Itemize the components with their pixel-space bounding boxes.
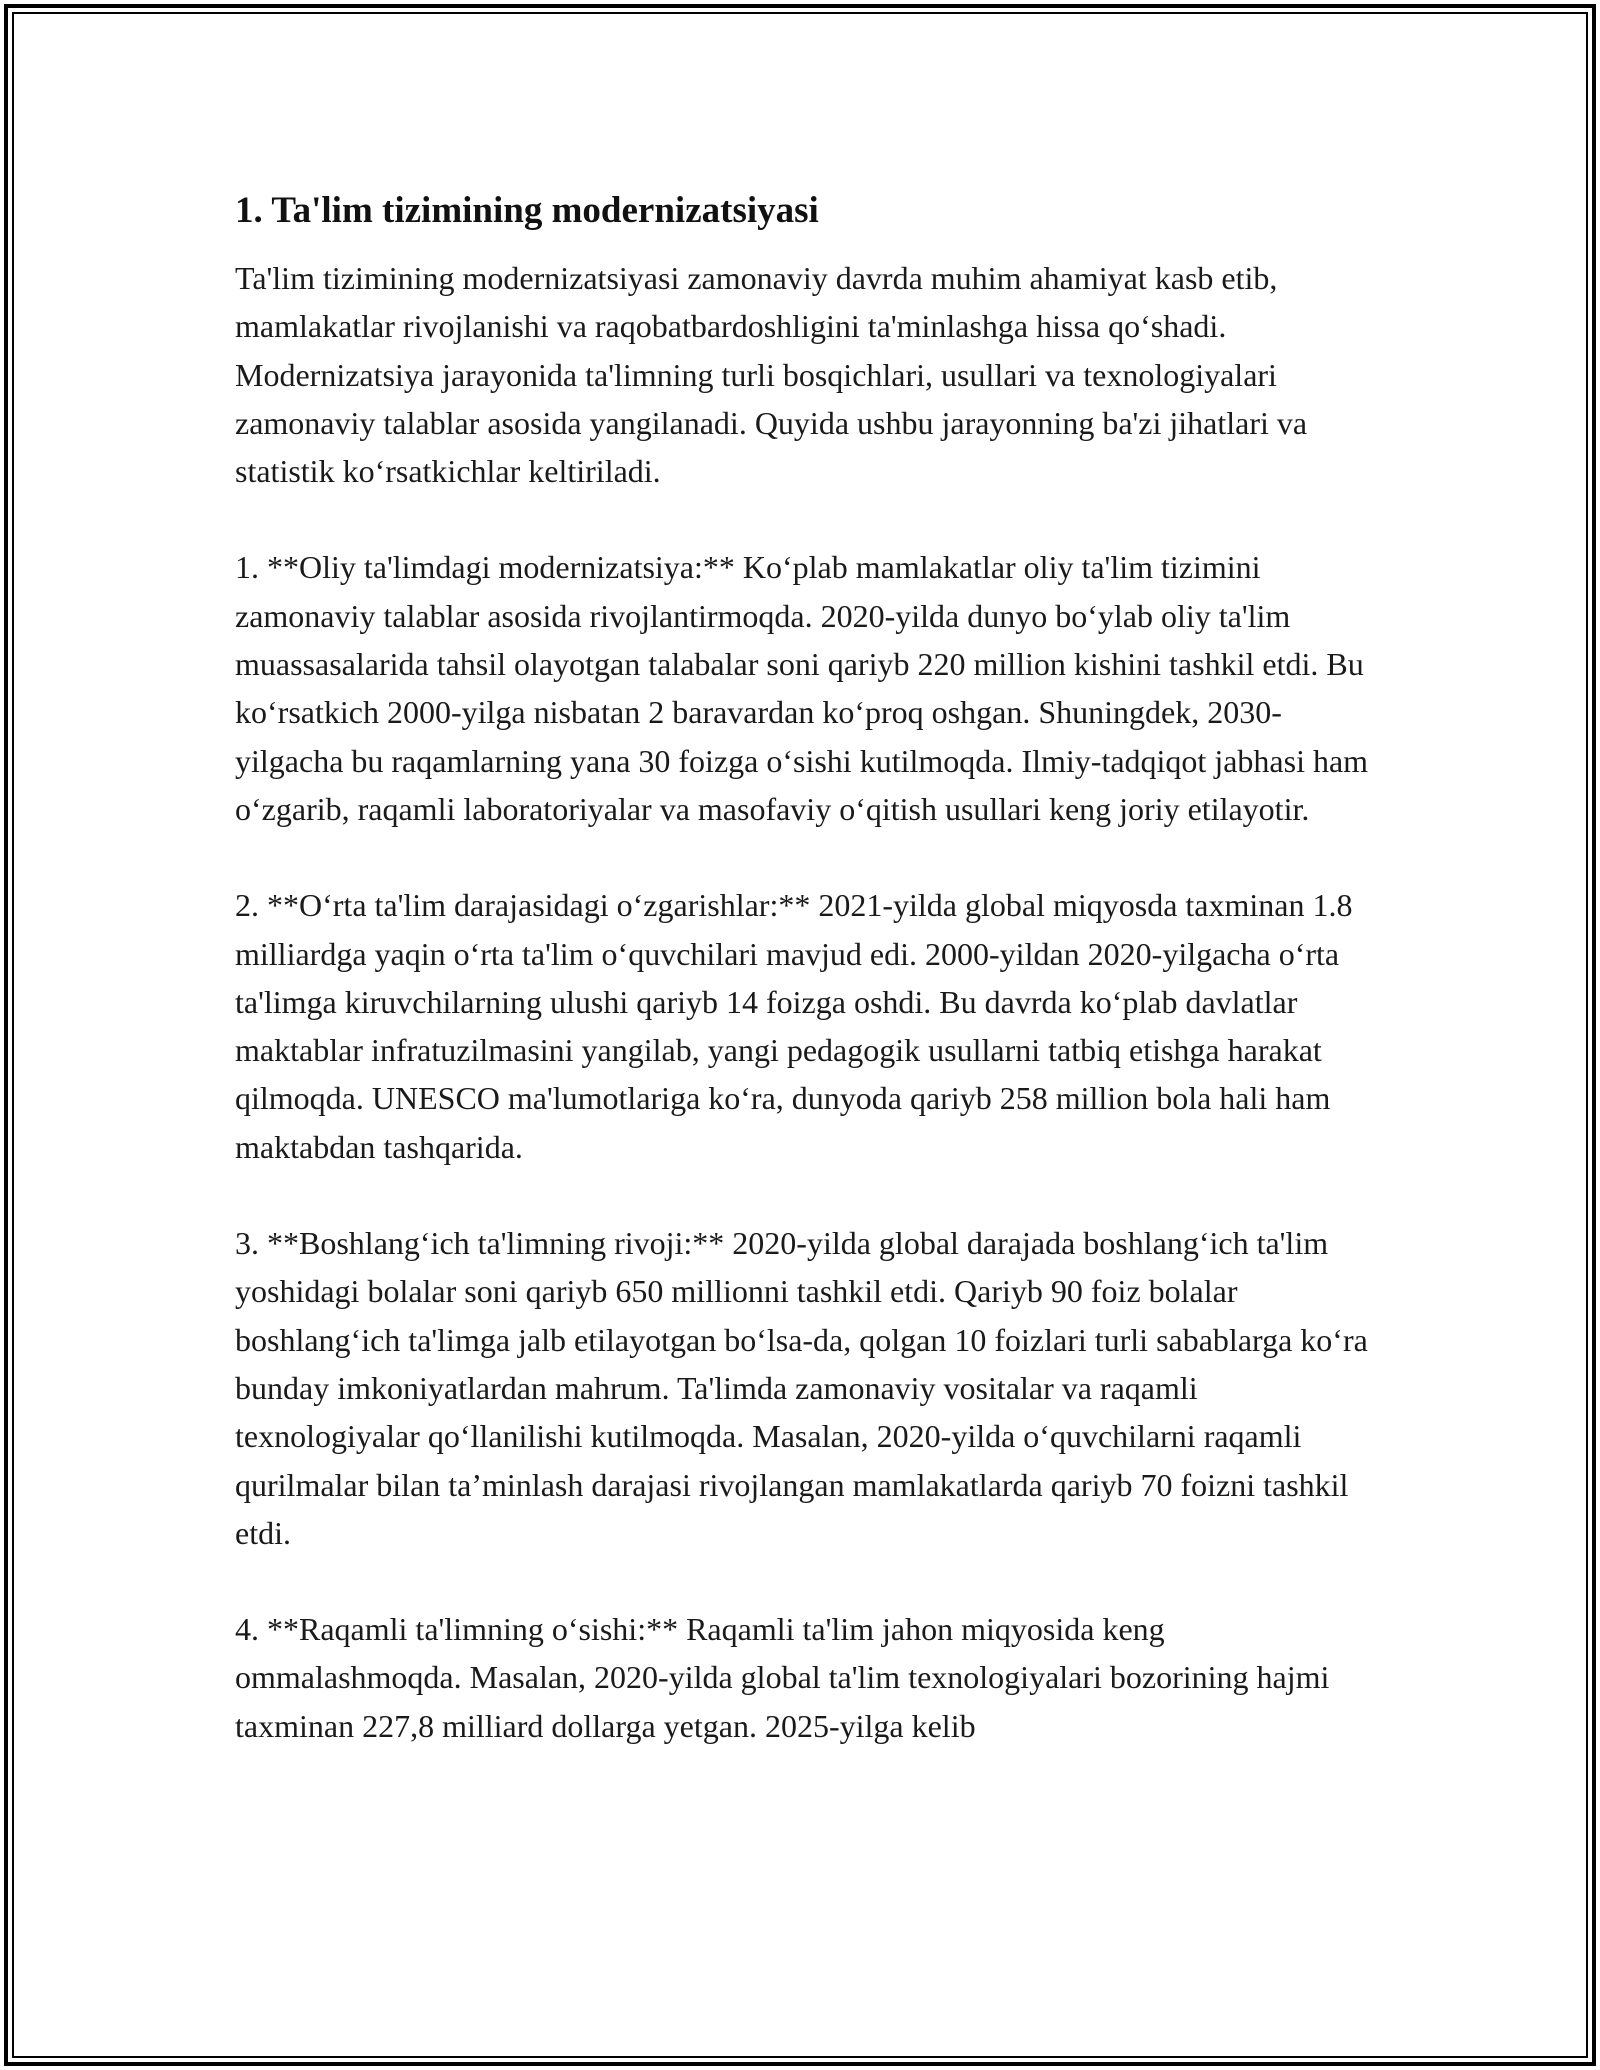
paragraph-primary-education: 3. **Boshlang‘ich ta'limning rivoji:** 2020-yilda global darajada boshlang‘ich ta'lim yoshidagi bolalar soni qariyb 650 millionni tashkil etdi. Qariyb 90 foiz bolalar boshlang‘ich ta'limga jalb etilayotgan bo‘lsa-da, qolgan 10 foizlari turli sabablarga ko‘ra bunday imkoniyatlardan mahrum. Ta'limda zamonaviy vositalar va raqamli texnologiyalar qo‘llanilishi kutilmoqda. Masalan, 2020-yilda o‘quvchilarni raqamli qurilmalar bilan ta’minlash darajasi rivojlangan mamlakatlarda qariyb 70 foizni tashkil etdi. [235,1225,1368,1551]
paragraph-secondary-education: 2. **O‘rta ta'lim darajasidagi o‘zgarishlar:** 2021-yilda global miqyosda taxminan 1.8 milliardga yaqin o‘rta ta'lim o‘quvchilari mavjud edi. 2000-yildan 2020-yilgacha o‘rta ta'limga kiruvchilarning ulushi qariyb 14 foizga oshdi. Bu davrda ko‘plab davlatlar maktablar infratuzilmasini yangilab, yangi pedagogik usullarni tatbiq etishga harakat qilmoqda. UNESCO ma'lumotlariga ko‘ra, dunyoda qariyb 258 million bola hali ham maktabdan tashqarida. [235,887,1353,1165]
document-body [235,185,1385,1798]
document-title: 1. Ta'lim tizimining modernizatsiyasi [235,190,819,231]
paragraph-digital-education: 4. **Raqamli ta'limning o‘sishi:** Raqamli ta'lim jahon miqyosida keng ommalashmoqda. Masalan, 2020-yilda global ta'lim texnologiyalari bozorining hajmi taxminan 227,8 milliard dollarga yetgan. 2025-yilga kelib [235,1611,1330,1744]
paragraph-higher-education: 1. **Oliy ta'limdagi modernizatsiya:** Ko‘plab mamlakatlar oliy ta'lim tizimini zamonaviy talablar asosida rivojlantirmoqda. 2020-yilda dunyo bo‘ylab oliy ta'lim muassasalarida tahsil olayotgan talabalar soni qariyb 220 million kishini tashkil etdi. Bu ko‘rsatkich 2000-yilga nisbatan 2 baravardan ko‘proq oshgan. Shuningdek, 2030-yilgacha bu raqamlarning yana 30 foizga o‘sishi kutilmoqda. Ilmiy-tadqiqot jabhasi ham o‘zgarib, raqamli laboratoriyalar va masofaviy o‘qitish usullari keng joriy etilayotir. [235,549,1369,827]
paragraph-intro: Ta'lim tizimining modernizatsiyasi zamonaviy davrda muhim ahamiyat kasb etib, mamlakatlar rivojlanishi va raqobatbardoshligini ta'minlashga hissa qo‘shadi. Modernizatsiya jarayonida ta'limning turli bosqichlari, usullari va texnologiyalari zamonaviy talablar asosida yangilanadi. Quyida ushbu jarayonning ba'zi jihatlari va statistik ko‘rsatkichlar keltiriladi. [235,260,1308,490]
